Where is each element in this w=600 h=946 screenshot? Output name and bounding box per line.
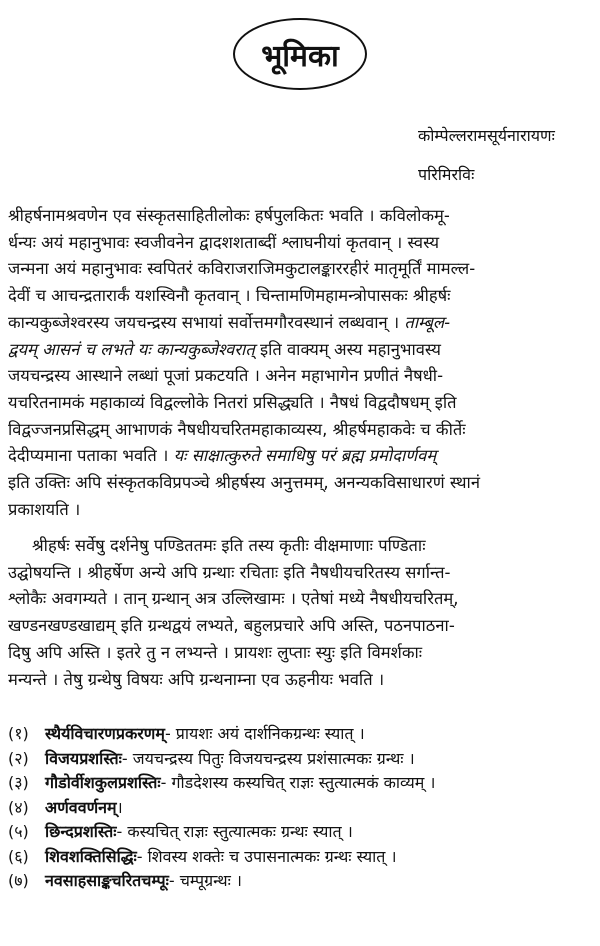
text-line: मन्यन्ते । तेषु ग्रन्थेषु विषयः अपि ग्रन्थनाम्ना एव ऊहनीयः भवति । (8, 669, 385, 689)
text-line: इति उक्तिः अपि संस्कृतकविप्रपञ्चे श्रीहर्षस्य अनुत्तमम्, अनन्यकविसाधारणं स्थानं (8, 473, 480, 493)
work-description: - गौडदेशस्य कस्यचित् राज्ञः स्तुत्यात्मकं काव्यम् । (160, 773, 436, 792)
page-title: भूमिका (233, 18, 367, 90)
item-number: (७) (8, 871, 29, 890)
list-item (8, 722, 592, 747)
work-title: शिवशक्तिसिद्धिः (45, 846, 137, 866)
work-title: गौडोर्वीशकुलप्रशस्तिः (45, 773, 161, 792)
list-item (8, 869, 592, 894)
work-description: - प्रायशः अयं दार्शनिकग्रन्थः स्यात् । (164, 724, 365, 743)
text-line: दिषु अपि अस्ति । इतरे तु न लभ्यन्ते । प्रायशः लुप्ताः स्युः इति विमर्शकाः (8, 642, 423, 662)
text-line: यचरितनामकं महाकाव्यं विद्वल्लोके नितरां प्रसिद्ध्यति । नैषधं विद्वदौषधम् इति (8, 392, 457, 412)
text-line (8, 337, 592, 364)
text-line: उद्घोषयन्ति । श्रीहर्षेण अन्ये अपि ग्रन्थाः रचिताः इति नैषधीयचरितस्य सर्गान्त- (8, 562, 451, 582)
author-designation: परिमिरविः (418, 165, 475, 184)
list-item (8, 747, 592, 772)
list-item (8, 796, 592, 821)
work-title: स्थैर्यविचारणप्रकरणम् (45, 724, 165, 743)
text-line: विद्वज्जनप्रसिद्धम् आभाणकं नैषधीयचरितमहाकाव्यस्य, श्रीहर्षमहाकवेः च कीर्तेः (8, 419, 466, 439)
text-line: खण्डनखण्डखाद्यम् इति ग्रन्थद्वयं लभ्यते, बहुलप्रचारे अपि अस्ति, पठनपाठना- (8, 616, 455, 636)
text-line: श्लोकैः अवगम्यते । तान् ग्रन्थान् अत्र उल्लिखामः । एतेषां मध्ये नैषधीयचरितम्, (8, 589, 459, 609)
item-number: (४) (8, 797, 29, 817)
text-line: जन्मना अयं महानुभावः स्वपितरं कविराजराजिमकुटालङ्काररहीरं मातृमूर्तिं मामल्ल- (8, 259, 476, 279)
text-line (8, 310, 592, 337)
text-line (8, 443, 592, 470)
work-description: - चम्पूग्रन्थः । (168, 871, 242, 890)
list-item (8, 845, 592, 870)
text-segment: कान्यकुब्जेश्वरस्य जयचन्द्रस्य सभायां सर्वोत्तमगौरवस्थानं लब्धवान् । (8, 312, 405, 332)
work-title: छिन्दप्रशस्तिः (45, 822, 117, 841)
italic-quote: ताम्बूल- (404, 312, 451, 332)
item-number: (१) (8, 724, 29, 743)
work-description: । (116, 797, 123, 817)
item-number: (५) (8, 822, 29, 841)
paragraph-works (8, 533, 592, 693)
text-line: श्रीहर्षः सर्वेषु दर्शनेषु पण्डिततमः इति तस्य कृतीः वीक्षमाणाः पण्डिताः (32, 536, 426, 555)
work-description: - जयचन्द्रस्य पितुः विजयचन्द्रस्य प्रशंसात्मकः ग्रन्थः । (121, 748, 415, 768)
work-description: - शिवस्य शक्तेः च उपासनात्मकः ग्रन्थः स्यात् । (136, 846, 397, 866)
text-segment: इति वाक्यम् अस्य महानुभावस्य (254, 339, 441, 359)
work-title: अर्णववर्णनम् (45, 797, 117, 817)
work-title: विजयप्रशस्तिः (45, 748, 122, 768)
work-description: - कस्यचित् राज्ञः स्तुत्यात्मकः ग्रन्थः स्यात् । (116, 822, 353, 841)
text-line: र्धन्यः अयं महानुभावः स्वजीवनेन द्वादशशताब्दीं श्लाघनीयां कृतवान् । स्वस्य (8, 232, 440, 252)
item-number: (३) (8, 773, 29, 792)
text-line: श्रीहर्षनामश्रवणेन एव संस्कृतसाहितीलोकः हर्षपुलकितः भवति । कविलोकमू- (8, 206, 450, 225)
text-line: देवीं च आचन्द्रतारार्कं यशस्विनौ कृतवान् । चिन्तामणिमहामन्त्रोपासकः श्रीहर्षः (8, 286, 451, 306)
list-item (8, 820, 592, 845)
italic-quote: यः साक्षात्कुरुते समाधिषु परं ब्रह्म प्रमोदार्णवम् (173, 446, 437, 466)
list-item (8, 771, 592, 796)
item-number: (२) (8, 748, 29, 768)
works-list (8, 722, 592, 894)
text-line: जयचन्द्रस्य आस्थाने लब्धां पूजां प्रकटयति । अनेन महाभागेन प्रणीतं नैषधी- (8, 366, 444, 386)
item-number: (६) (8, 846, 29, 866)
work-title: नवसाहसाङ्कचरितचम्पूः (45, 871, 169, 890)
author-name: कोम्पेल्लरामसूर्यनारायणः (418, 126, 555, 145)
italic-quote: द्वयम् आसनं च लभते यः कान्यकुब्जेश्वरात् (8, 339, 255, 359)
text-line: प्रकाशयति । (8, 499, 81, 519)
text-segment: देदीप्यमाना पताका भवति । (8, 446, 174, 466)
paragraph-intro (8, 203, 592, 523)
